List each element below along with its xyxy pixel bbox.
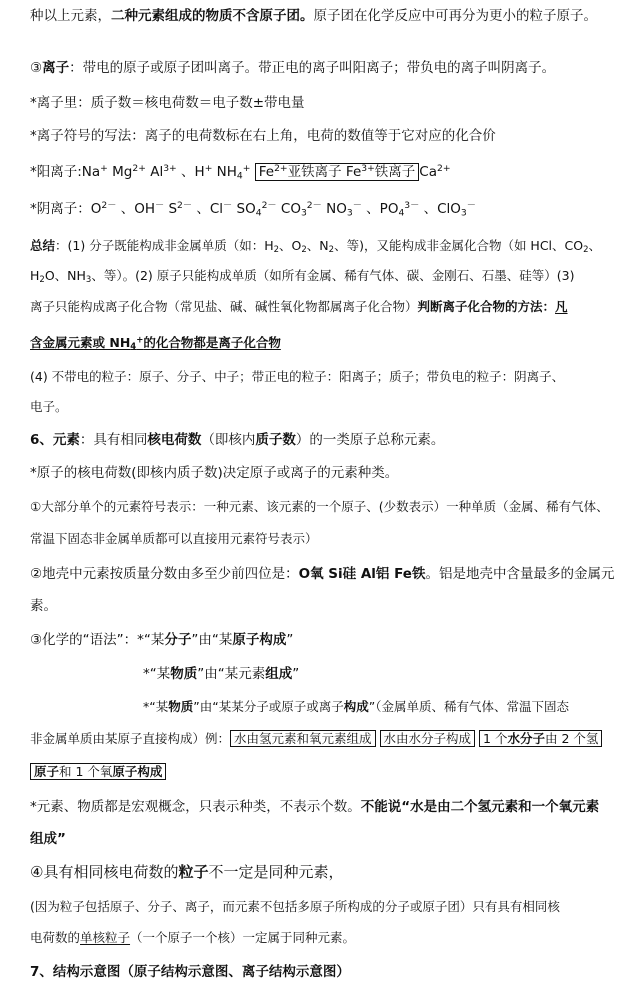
grammar-examples-line-cont [30, 762, 628, 782]
anion-list: *阴离子：$O^{2-}$ 、OH－ $S^{2-}$ 、Cl－ $SO_4^{2-}$ $CO_3^{2-}$ $NO_3^-$ 、$PO_4^{3-}$ 、ClO$_3$－ [30, 200, 476, 219]
macro-concept-line: *元素、物质都是宏观概念，只表示种类，不表示个数。不能说“水是由二个氢元素和一个氧元素 [30, 799, 600, 815]
example-box-molecules: 水由水分子构成 [380, 730, 476, 747]
summary-line-2: $H_2O$、$NH_3$、等）。(2) 原子只能构成单质（如所有金属、稀有气体、碳、金刚石、石墨、硅等）(3) [30, 268, 575, 286]
grammar-line-2: *“某物质”由“某元素组成” [143, 666, 300, 682]
element-type-rule: *原子的核电荷数(即核内质子数)决定原子或离子的元素种类。 [30, 465, 399, 481]
grammar-examples-line: 非金属单质由某原子直接构成）例： 水由氢元素和氧元素组成 水由水分子构成 1 个水分子由 2 个氢 [30, 729, 628, 749]
section-7-heading: 7、结构示意图（原子结构示意图、离子结构示意图） [30, 964, 350, 980]
summary-line-3: 离子只能构成离子化合物（常见盐、碱、碱性氧化物都属离子化合物）判断离子化合物的方法：凡 [30, 299, 568, 314]
ion-charge-rule: *离子里：质子数＝核电荷数＝电子数±带电量 [30, 95, 305, 111]
neutral-particles-line-end: 电子。 [30, 399, 68, 414]
summary-line-1: 总结：(1) 分子既能构成非金属单质（如：$H_2$、$O_2$、$N_2$、等)，又能构成非金属化合物（如 HCl、$CO_2$、 [30, 238, 602, 256]
particle-note-heading: ④具有相同核电荷数的粒子不一定是同种元素， [30, 863, 344, 881]
particle-note-line-1: (因为粒子包括原子、分子、离子，而元素不包括多原子所构成的分子或原子团）只有具有相同核 [30, 899, 560, 914]
summary-line-4: 含金属元素或 $NH_4^+$的化合物都是离子化合物 [30, 334, 281, 352]
crust-elements-line-end: 素。 [30, 598, 57, 614]
cation-list: *阳离子:Na+ $Mg^{2+}$ $Al^{3+}$ 、H+ $NH_4^+$ $Fe^{2+}$亚铁离子 $Fe^{3+}$铁离子 $Ca^{2+}$ [30, 163, 451, 182]
neutral-particles-line: (4) 不带电的粒子：原子、分子、中子；带正电的粒子：阳离子；质子；带负电的粒子：阴离子、 [30, 369, 565, 384]
iron-ions-box: $Fe^{2+}$亚铁离子 $Fe^{3+}$铁离子 [255, 163, 420, 181]
crust-elements-line: ②地壳中元素按质量分数由多至少前四位是：O氧 Si硅 Al铝 Fe铁。铝是地壳中含量最多的金属元 [30, 566, 615, 582]
ion-definition-line: ③离子：带电的原子或原子团叫离子。带正电的离子叫阳离子；带负电的离子叫阴离子。 [30, 60, 556, 76]
example-box-elements: 水由氢元素和氧元素组成 [230, 730, 376, 747]
macro-concept-line-end: 组成” [30, 831, 66, 847]
grammar-line-1: ③化学的“语法”：*“某分子”由“某原子构成” [30, 632, 294, 648]
element-symbol-meaning: ①大部分单个的元素符号表示：一种元素、该元素的一个原子、(少数表示）一种单质（金属、稀有气体、 [30, 499, 609, 514]
example-box-atoms: 1 个水分子由 2 个氢 [479, 730, 602, 747]
particle-note-line-2: 电荷数的单核粒子（一个原子一个核）一定属于同种元素。 [30, 930, 356, 945]
grammar-line-3: *“某物质”由“某某分子或原子或离子构成”（金属单质、稀有气体、常温下固态 [143, 699, 569, 714]
section-6-heading: 6、元素：具有相同核电荷数（即核内质子数）的一类原子总称元素。 [30, 432, 445, 448]
element-symbol-meaning-cont: 常温下固态非金属单质都可以直接用元素符号表示） [30, 531, 318, 546]
ion-symbol-rule: *离子符号的写法：离子的电荷数标在右上角，电荷的数值等于它对应的化合价 [30, 128, 496, 144]
example-box-atoms-cont: 原子和 1 个氧原子构成 [30, 763, 166, 780]
text-line-1: 种以上元素，二种元素组成的物质不含原子团。原子团在化学反应中可再分为更小的粒子原子。 [30, 8, 597, 24]
